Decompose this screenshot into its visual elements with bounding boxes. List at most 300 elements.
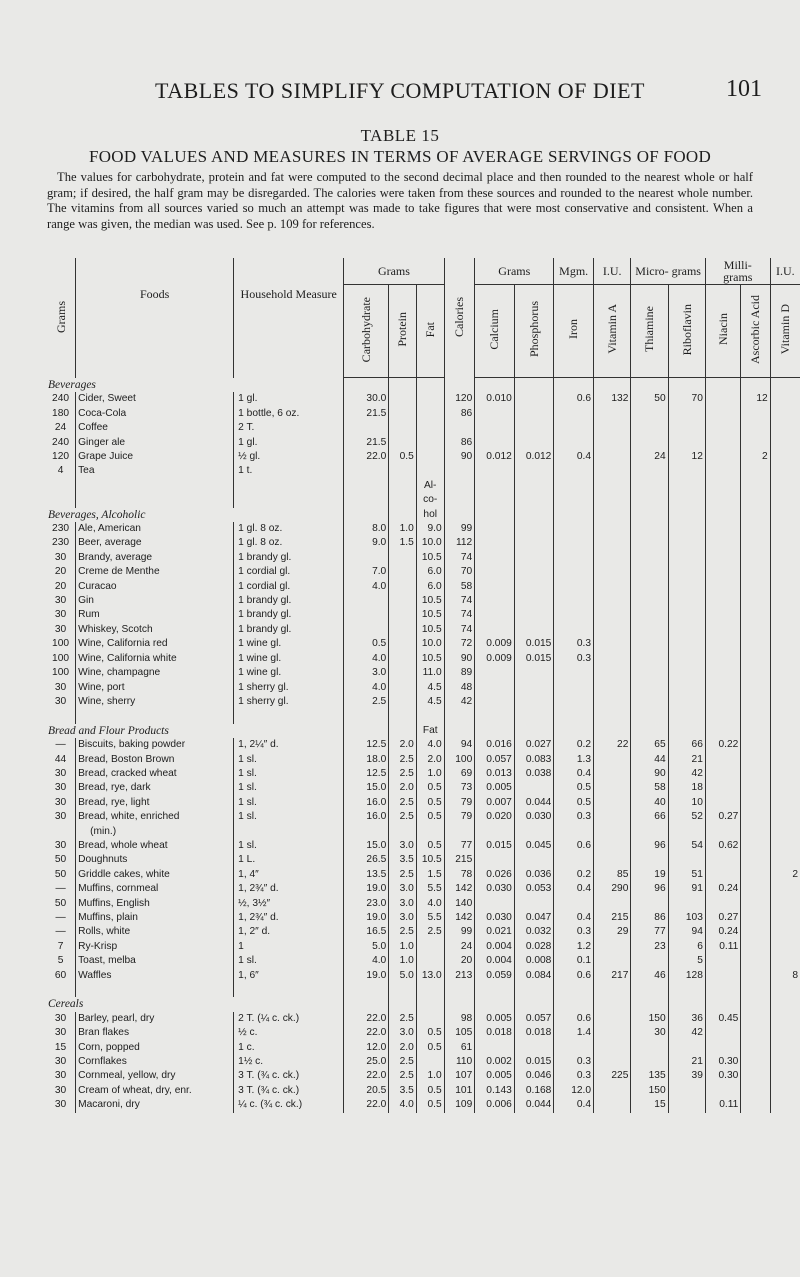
cell-carbohydrate: 15.0 [344, 781, 389, 795]
cell-fat: 5.5 [416, 882, 444, 896]
cell-fat: co- [416, 493, 444, 507]
cell-fat [416, 407, 444, 421]
cell-calcium: 0.002 [475, 1055, 515, 1069]
cell-thiamine: 66 [631, 810, 668, 824]
cell-protein [389, 493, 417, 507]
cell-calcium [475, 580, 515, 594]
cell-niacin: 0.30 [705, 1055, 740, 1069]
cell-protein [389, 623, 417, 637]
cell-grams: 180 [46, 407, 76, 421]
cell-niacin [705, 753, 740, 767]
cell-ascorbic-acid [741, 897, 770, 911]
cell-niacin: 0.45 [705, 1012, 740, 1026]
cell-calcium [475, 623, 515, 637]
cell-riboflavin [668, 652, 705, 666]
cell-vitamin-a [594, 436, 631, 450]
cell-protein: 4.0 [389, 1098, 417, 1112]
cell-vitamin-d [770, 738, 800, 752]
cell-grams: 30 [46, 1084, 76, 1098]
cell-niacin [705, 853, 740, 867]
cell-protein [389, 479, 417, 493]
cell-calcium [475, 378, 515, 393]
cell-grams: 120 [46, 450, 76, 464]
cell-fat: 4.0 [416, 738, 444, 752]
cell-phosphorus [514, 378, 554, 393]
cell-calories: 74 [444, 551, 475, 565]
cell-riboflavin [668, 853, 705, 867]
cell-phosphorus: 0.057 [514, 1012, 554, 1026]
cell-protein [389, 407, 417, 421]
cell-calories [444, 709, 475, 723]
cell-ascorbic-acid [741, 825, 770, 839]
cell-carbohydrate: 19.0 [344, 882, 389, 896]
cell-vitamin-d [770, 925, 800, 939]
cell-fat: 1.5 [416, 868, 444, 882]
cell-riboflavin [668, 825, 705, 839]
cell-phosphorus [514, 565, 554, 579]
table-row [46, 450, 800, 464]
cell-iron [554, 436, 594, 450]
cell-calories: 48 [444, 681, 475, 695]
cell-calcium: 0.059 [475, 969, 515, 983]
cell-fat [416, 450, 444, 464]
cell-calories: 215 [444, 853, 475, 867]
cell-niacin [705, 637, 740, 651]
cell-household-measure [234, 709, 344, 723]
header-group-micrograms: Micro- grams [631, 258, 706, 285]
cell-protein [389, 652, 417, 666]
cell-fat: 0.5 [416, 1084, 444, 1098]
cell-riboflavin [668, 724, 705, 738]
cell-ascorbic-acid [741, 436, 770, 450]
cell-ascorbic-acid [741, 1084, 770, 1098]
cell-phosphorus: 0.012 [514, 450, 554, 464]
cell-niacin [705, 623, 740, 637]
cell-calories [444, 997, 475, 1011]
cell-iron [554, 378, 594, 393]
cell-phosphorus [514, 536, 554, 550]
cell-vitamin-d [770, 882, 800, 896]
cell-grams: 30 [46, 551, 76, 565]
header-fat: Fat [416, 285, 444, 378]
cell-phosphorus [514, 825, 554, 839]
cell-phosphorus [514, 392, 554, 406]
cell-household-measure: 1 [234, 940, 344, 954]
cell-carbohydrate [344, 724, 389, 738]
table-row [46, 407, 800, 421]
section-heading: Cereals [46, 997, 344, 1011]
cell-phosphorus: 0.015 [514, 1055, 554, 1069]
running-header [38, 76, 762, 106]
cell-riboflavin [668, 407, 705, 421]
cell-vitamin-a [594, 781, 631, 795]
table-row [46, 1084, 800, 1098]
cell-niacin: 0.27 [705, 810, 740, 824]
cell-ascorbic-acid [741, 767, 770, 781]
cell-phosphorus: 0.015 [514, 652, 554, 666]
cell-vitamin-a [594, 997, 631, 1011]
cell-vitamin-d [770, 897, 800, 911]
cell-fat [416, 983, 444, 997]
cell-riboflavin [668, 637, 705, 651]
cell-grams [46, 479, 76, 493]
table-row [46, 436, 800, 450]
cell-grams: 20 [46, 580, 76, 594]
table-row [46, 464, 800, 478]
cell-riboflavin: 54 [668, 839, 705, 853]
cell-phosphorus [514, 436, 554, 450]
cell-protein: 5.0 [389, 969, 417, 983]
table-row [46, 839, 800, 853]
cell-calcium [475, 536, 515, 550]
cell-household-measure: 3 T. (¾ c. ck.) [234, 1084, 344, 1098]
table-row [46, 1055, 800, 1069]
cell-thiamine [631, 853, 668, 867]
cell-grams: 30 [46, 594, 76, 608]
cell-thiamine [631, 623, 668, 637]
cell-carbohydrate: 21.5 [344, 436, 389, 450]
cell-phosphorus: 0.084 [514, 969, 554, 983]
cell-carbohydrate [344, 608, 389, 622]
table-title: FOOD VALUES AND MEASURES IN TERMS OF AVERAGE SERVINGS OF FOOD [88, 147, 712, 166]
cell-household-measure: 1 brandy gl. [234, 594, 344, 608]
cell-protein [389, 508, 417, 522]
cell-food: Creme de Menthe [76, 565, 234, 579]
cell-household-measure: 1, 2¾″ d. [234, 911, 344, 925]
cell-calories: 90 [444, 652, 475, 666]
cell-calories: 94 [444, 738, 475, 752]
cell-phosphorus: 0.044 [514, 796, 554, 810]
table-row [46, 738, 800, 752]
cell-carbohydrate: 12.0 [344, 1041, 389, 1055]
table-row [46, 479, 800, 493]
cell-iron: 0.4 [554, 450, 594, 464]
cell-protein: 1.0 [389, 940, 417, 954]
header-household-measure: Household Measure [234, 258, 344, 378]
cell-food: Bran flakes [76, 1026, 234, 1040]
cell-riboflavin [668, 1084, 705, 1098]
cell-food: Waffles [76, 969, 234, 983]
header-niacin: Niacin [705, 285, 740, 378]
cell-carbohydrate [344, 594, 389, 608]
cell-food: Bread, rye, light [76, 796, 234, 810]
cell-calories: 69 [444, 767, 475, 781]
cell-vitamin-a: 217 [594, 969, 631, 983]
cell-protein: 3.5 [389, 1084, 417, 1098]
cell-vitamin-d [770, 594, 800, 608]
cell-vitamin-d [770, 681, 800, 695]
cell-vitamin-d [770, 450, 800, 464]
cell-phosphorus [514, 407, 554, 421]
cell-iron [554, 825, 594, 839]
cell-riboflavin: 21 [668, 753, 705, 767]
cell-calcium: 0.005 [475, 1069, 515, 1083]
cell-fat [416, 392, 444, 406]
cell-vitamin-a [594, 1041, 631, 1055]
cell-fat: 10.5 [416, 608, 444, 622]
cell-vitamin-d [770, 608, 800, 622]
cell-riboflavin [668, 378, 705, 393]
cell-vitamin-a [594, 551, 631, 565]
cell-household-measure: 1 wine gl. [234, 666, 344, 680]
cell-vitamin-a [594, 753, 631, 767]
cell-vitamin-d [770, 810, 800, 824]
cell-vitamin-a [594, 839, 631, 853]
cell-calories: 109 [444, 1098, 475, 1112]
table-row [46, 1069, 800, 1083]
cell-carbohydrate: 18.0 [344, 753, 389, 767]
cell-vitamin-a [594, 709, 631, 723]
cell-ascorbic-acid [741, 551, 770, 565]
cell-niacin: 0.11 [705, 1098, 740, 1112]
cell-phosphorus [514, 608, 554, 622]
cell-vitamin-a [594, 508, 631, 522]
cell-household-measure: 1, 6″ [234, 969, 344, 983]
cell-thiamine [631, 536, 668, 550]
cell-iron: 1.3 [554, 753, 594, 767]
cell-calories [444, 378, 475, 393]
cell-vitamin-a [594, 522, 631, 536]
cell-calcium [475, 853, 515, 867]
cell-carbohydrate: 26.5 [344, 853, 389, 867]
cell-phosphorus [514, 681, 554, 695]
cell-iron [554, 464, 594, 478]
cell-grams [46, 983, 76, 997]
cell-carbohydrate [344, 464, 389, 478]
cell-calcium [475, 897, 515, 911]
cell-vitamin-a [594, 493, 631, 507]
cell-iron [554, 695, 594, 709]
cell-food: Biscuits, baking powder [76, 738, 234, 752]
cell-carbohydrate [344, 479, 389, 493]
cell-iron: 0.3 [554, 1055, 594, 1069]
cell-calories [444, 983, 475, 997]
header-group-iu: I.U. [594, 258, 631, 285]
cell-thiamine: 90 [631, 767, 668, 781]
cell-calcium: 0.143 [475, 1084, 515, 1098]
cell-iron [554, 997, 594, 1011]
cell-vitamin-a [594, 681, 631, 695]
cell-iron [554, 623, 594, 637]
cell-grams: 230 [46, 536, 76, 550]
cell-riboflavin [668, 1098, 705, 1112]
cell-grams [46, 709, 76, 723]
cell-calcium: 0.006 [475, 1098, 515, 1112]
cell-fat: 5.5 [416, 911, 444, 925]
table-row [46, 868, 800, 882]
cell-phosphorus: 0.044 [514, 1098, 554, 1112]
cell-thiamine: 96 [631, 882, 668, 896]
cell-food: Whiskey, Scotch [76, 623, 234, 637]
table-row [46, 493, 800, 507]
cell-carbohydrate: 22.0 [344, 1098, 389, 1112]
cell-vitamin-a [594, 1055, 631, 1069]
cell-grams: 7 [46, 940, 76, 954]
cell-phosphorus [514, 623, 554, 637]
cell-food: Bread, Boston Brown [76, 753, 234, 767]
cell-niacin [705, 897, 740, 911]
cell-iron: 0.3 [554, 925, 594, 939]
cell-riboflavin: 6 [668, 940, 705, 954]
cell-niacin [705, 825, 740, 839]
cell-phosphorus: 0.027 [514, 738, 554, 752]
cell-grams: 30 [46, 781, 76, 795]
cell-niacin [705, 479, 740, 493]
cell-thiamine: 24 [631, 450, 668, 464]
cell-vitamin-d [770, 695, 800, 709]
cell-iron [554, 681, 594, 695]
table-row [46, 392, 800, 406]
cell-riboflavin: 12 [668, 450, 705, 464]
cell-vitamin-a [594, 652, 631, 666]
cell-protein [389, 464, 417, 478]
cell-calories [444, 479, 475, 493]
table-row [46, 781, 800, 795]
cell-vitamin-a [594, 897, 631, 911]
cell-riboflavin [668, 522, 705, 536]
cell-calories: 61 [444, 1041, 475, 1055]
cell-riboflavin: 51 [668, 868, 705, 882]
table-row [46, 954, 800, 968]
cell-protein [389, 666, 417, 680]
cell-carbohydrate: 8.0 [344, 522, 389, 536]
cell-vitamin-d [770, 623, 800, 637]
cell-phosphorus [514, 781, 554, 795]
cell-riboflavin: 10 [668, 796, 705, 810]
page-number: 101 [726, 76, 762, 102]
cell-iron [554, 536, 594, 550]
cell-niacin [705, 767, 740, 781]
cell-protein [389, 421, 417, 435]
cell-carbohydrate [344, 551, 389, 565]
cell-calcium [475, 594, 515, 608]
cell-phosphorus: 0.046 [514, 1069, 554, 1083]
cell-grams: 50 [46, 868, 76, 882]
cell-ascorbic-acid [741, 868, 770, 882]
cell-carbohydrate: 19.0 [344, 911, 389, 925]
cell-calories: 74 [444, 594, 475, 608]
cell-food: Brandy, average [76, 551, 234, 565]
header-calories: Calories [444, 258, 475, 378]
cell-iron: 0.3 [554, 637, 594, 651]
cell-niacin [705, 464, 740, 478]
cell-ascorbic-acid [741, 853, 770, 867]
cell-niacin [705, 551, 740, 565]
cell-food [76, 709, 234, 723]
cell-riboflavin: 39 [668, 1069, 705, 1083]
cell-vitamin-d [770, 1069, 800, 1083]
table-row [46, 969, 800, 983]
cell-protein [389, 436, 417, 450]
cell-ascorbic-acid [741, 479, 770, 493]
cell-household-measure: 1 brandy gl. [234, 608, 344, 622]
cell-phosphorus [514, 522, 554, 536]
cell-phosphorus: 0.047 [514, 911, 554, 925]
cell-fat [416, 1012, 444, 1026]
cell-thiamine [631, 724, 668, 738]
cell-grams: — [46, 738, 76, 752]
cell-food: Toast, melba [76, 954, 234, 968]
cell-riboflavin: 91 [668, 882, 705, 896]
cell-vitamin-d [770, 1055, 800, 1069]
cell-protein [389, 594, 417, 608]
cell-phosphorus [514, 853, 554, 867]
cell-food: Doughnuts [76, 853, 234, 867]
cell-food: Muffins, plain [76, 911, 234, 925]
cell-riboflavin [668, 536, 705, 550]
cell-ascorbic-acid [741, 724, 770, 738]
cell-food [76, 479, 234, 493]
cell-vitamin-a [594, 1084, 631, 1098]
cell-vitamin-a [594, 378, 631, 393]
cell-calcium [475, 681, 515, 695]
cell-phosphorus [514, 580, 554, 594]
cell-grams: 30 [46, 796, 76, 810]
cell-phosphorus [514, 464, 554, 478]
cell-calcium: 0.018 [475, 1026, 515, 1040]
cell-thiamine [631, 983, 668, 997]
cell-vitamin-a [594, 1026, 631, 1040]
cell-vitamin-a [594, 825, 631, 839]
cell-riboflavin [668, 695, 705, 709]
cell-food: (min.) [76, 825, 234, 839]
cell-grams [46, 493, 76, 507]
cell-grams: 50 [46, 853, 76, 867]
cell-iron [554, 580, 594, 594]
cell-riboflavin: 52 [668, 810, 705, 824]
cell-carbohydrate: 9.0 [344, 536, 389, 550]
cell-thiamine [631, 695, 668, 709]
cell-thiamine [631, 997, 668, 1011]
cell-grams: — [46, 882, 76, 896]
cell-thiamine [631, 608, 668, 622]
table-number: TABLE 15 [360, 126, 440, 145]
cell-thiamine: 150 [631, 1012, 668, 1026]
cell-household-measure: ½, 3½″ [234, 897, 344, 911]
header-carbohydrate: Carbohydrate [344, 285, 389, 378]
cell-calcium [475, 421, 515, 435]
cell-fat: 0.5 [416, 839, 444, 853]
cell-ascorbic-acid [741, 407, 770, 421]
running-head-title: TABLES TO SIMPLIFY COMPUTATION OF DIET [155, 78, 645, 103]
cell-protein [389, 637, 417, 651]
cell-food: Beer, average [76, 536, 234, 550]
table-row [46, 608, 800, 622]
cell-thiamine [631, 594, 668, 608]
cell-carbohydrate: 20.5 [344, 1084, 389, 1098]
cell-phosphorus [514, 897, 554, 911]
cell-fat: 13.0 [416, 969, 444, 983]
header-group-grams: Grams [344, 258, 444, 285]
cell-carbohydrate: 2.5 [344, 695, 389, 709]
cell-ascorbic-acid [741, 695, 770, 709]
cell-food: Griddle cakes, white [76, 868, 234, 882]
cell-calcium: 0.005 [475, 781, 515, 795]
cell-grams: 30 [46, 839, 76, 853]
section-heading: Beverages [46, 378, 344, 393]
cell-calcium [475, 493, 515, 507]
cell-household-measure: 1 L. [234, 853, 344, 867]
cell-calories: 78 [444, 868, 475, 882]
cell-phosphorus [514, 709, 554, 723]
cell-food: Ry-Krisp [76, 940, 234, 954]
cell-carbohydrate: 13.5 [344, 868, 389, 882]
cell-fat: 0.5 [416, 1098, 444, 1112]
cell-phosphorus: 0.032 [514, 925, 554, 939]
cell-carbohydrate: 3.0 [344, 666, 389, 680]
cell-vitamin-a [594, 853, 631, 867]
cell-household-measure: 1 brandy gl. [234, 623, 344, 637]
